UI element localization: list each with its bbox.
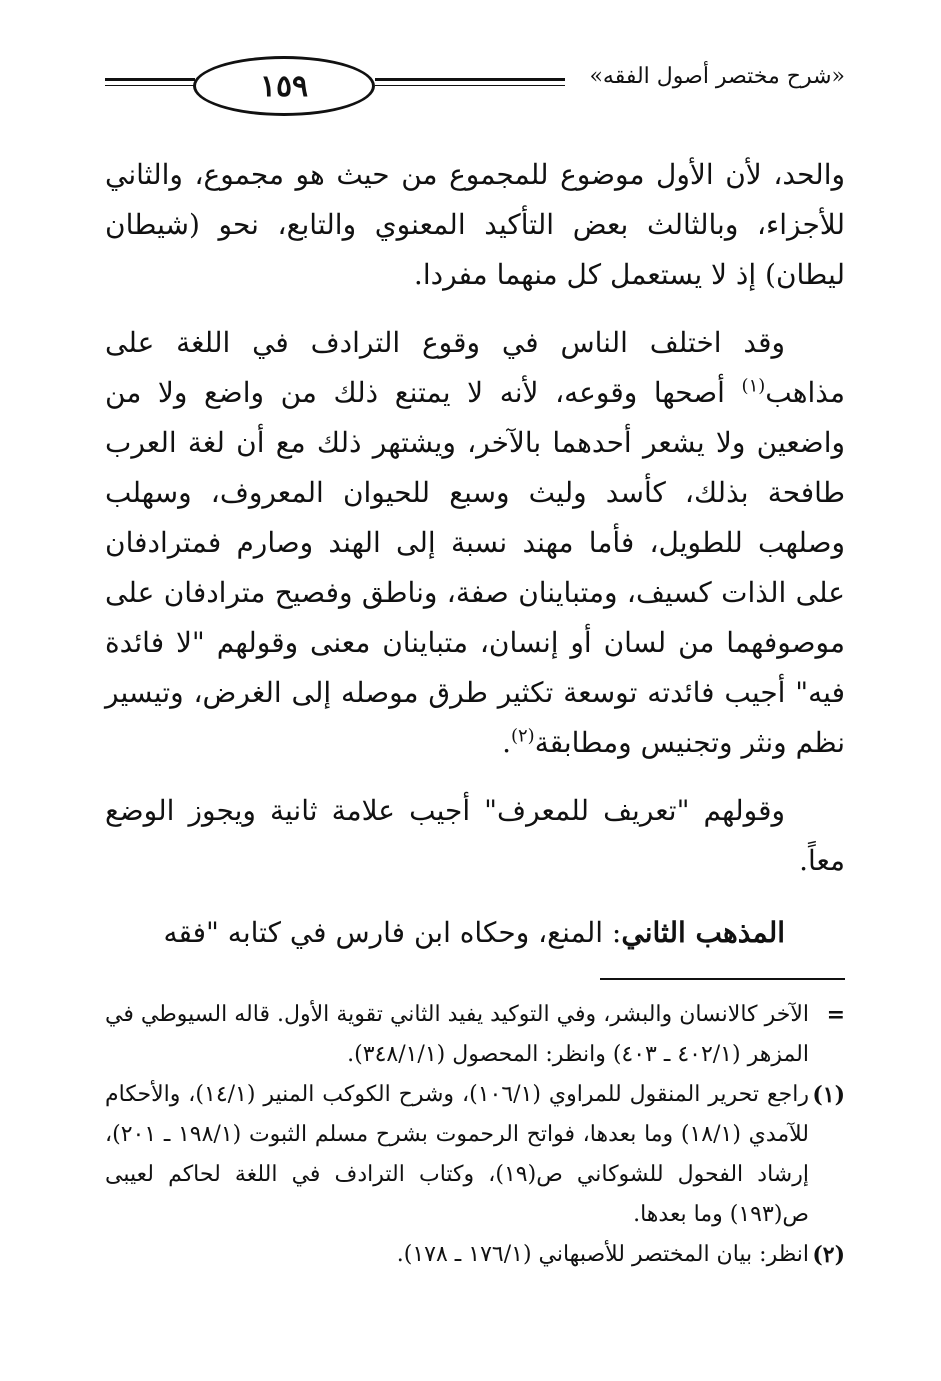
footnote-1-text: راجع تحرير المنقول للمراوي (١٠٦/١)، وشرح الكوكب المنير (١٤/١)، والأحكام للآمدي (١٨/١) وما بعدها، فواتح الرحموت بشرح مسلم الثبوت (١٩٨/١ ـ ٢٠١)، إرشاد الفحول للشوكاني ص(١٩)، وكتاب الترادف في اللغة لحاكم لعيبى ص(١٩٣) وما بعدها.: [105, 1082, 810, 1227]
paragraph-2-start: وقد اختلف الناس في وقوع الترادف في اللغة على مذاهب: [105, 326, 845, 409]
footnote-2: [105, 1235, 845, 1275]
paragraph-2: [105, 318, 845, 768]
paragraph-2-middle: أصحها وقوعه، لأنه لا يمتنع ذلك من واضع ولا من واضعين ولا يشعر أحدهما بالآخر، ويشتهر ذلك مع أن لغة العرب طافحة بذلك، كأسد وليث وسبع للحيوان المعروف، وسهلب وصلهب للطويل، فأما مهند نسبة إلى الهند وصارم فمترادفان على الذات كسيف، ومتباينان صفة، وناطق وفصيح مترادفان على موصوفهما من لسان أو إنسان، متباينان معنى وقولهم "لا فائدة فيه" أجيب فائدته توسعة تكثير طرق موصله إلى الغرض، وتيسير نظم ونثر وتجنيس ومطابقة: [105, 376, 845, 759]
header-rule-left: [105, 78, 195, 90]
running-title: «شرح مختصر أصول الفقه»: [589, 64, 845, 89]
footnote-1-mark: (١): [812, 1082, 845, 1108]
header-rule-right: [375, 78, 565, 90]
paragraph-4: [105, 908, 845, 958]
page-header: [105, 52, 845, 124]
footnote-separator: [600, 978, 845, 980]
page-number: ١٥٩: [259, 68, 309, 104]
footnote-ref-1: (١): [741, 375, 766, 397]
footnote-continuation-text: الآخر كالانسان والبشر، وفي التوكيد يفيد الثاني تقوية الأول. قاله السيوطي في المزهر (٤٠٢/١ ـ ٤٠٣) وانظر: المحصول (٣٤٨/١/١).: [105, 1002, 809, 1067]
section-heading: المذهب الثاني: [621, 916, 785, 949]
footnotes: [105, 995, 845, 1275]
paragraph-1: والحد، لأن الأول موضوع للمجموع من حيث هو مجموع، والثاني للأجزاء، وبالثالث بعض التأكيد المعنوي والتابع، نحو (شيطان ليطان) إذ لا يستعمل كل منهما مفردا.: [105, 158, 845, 291]
footnote-2-text: انظر: بيان المختصر للأصبهاني (١٧٦/١ ـ ١٧٨).: [396, 1242, 809, 1267]
paragraph-3: وقولهم "تعريف للمعرف" أجيب علامة ثانية ويجوز الوضع معاً.: [105, 794, 845, 877]
footnote-1: [105, 1075, 845, 1235]
paragraph-4-rest: : المنع، وحكاه ابن فارس في كتابه "فقه: [163, 916, 622, 949]
footnote-ref-2: (٢): [510, 725, 535, 747]
footnote-continuation: [105, 995, 845, 1075]
footnote-continuation-mark: =: [826, 1002, 845, 1028]
footnote-2-mark: (٢): [812, 1242, 845, 1268]
main-text: [105, 150, 845, 958]
paragraph-2-end: .: [502, 726, 511, 759]
page-number-oval: [193, 56, 375, 116]
